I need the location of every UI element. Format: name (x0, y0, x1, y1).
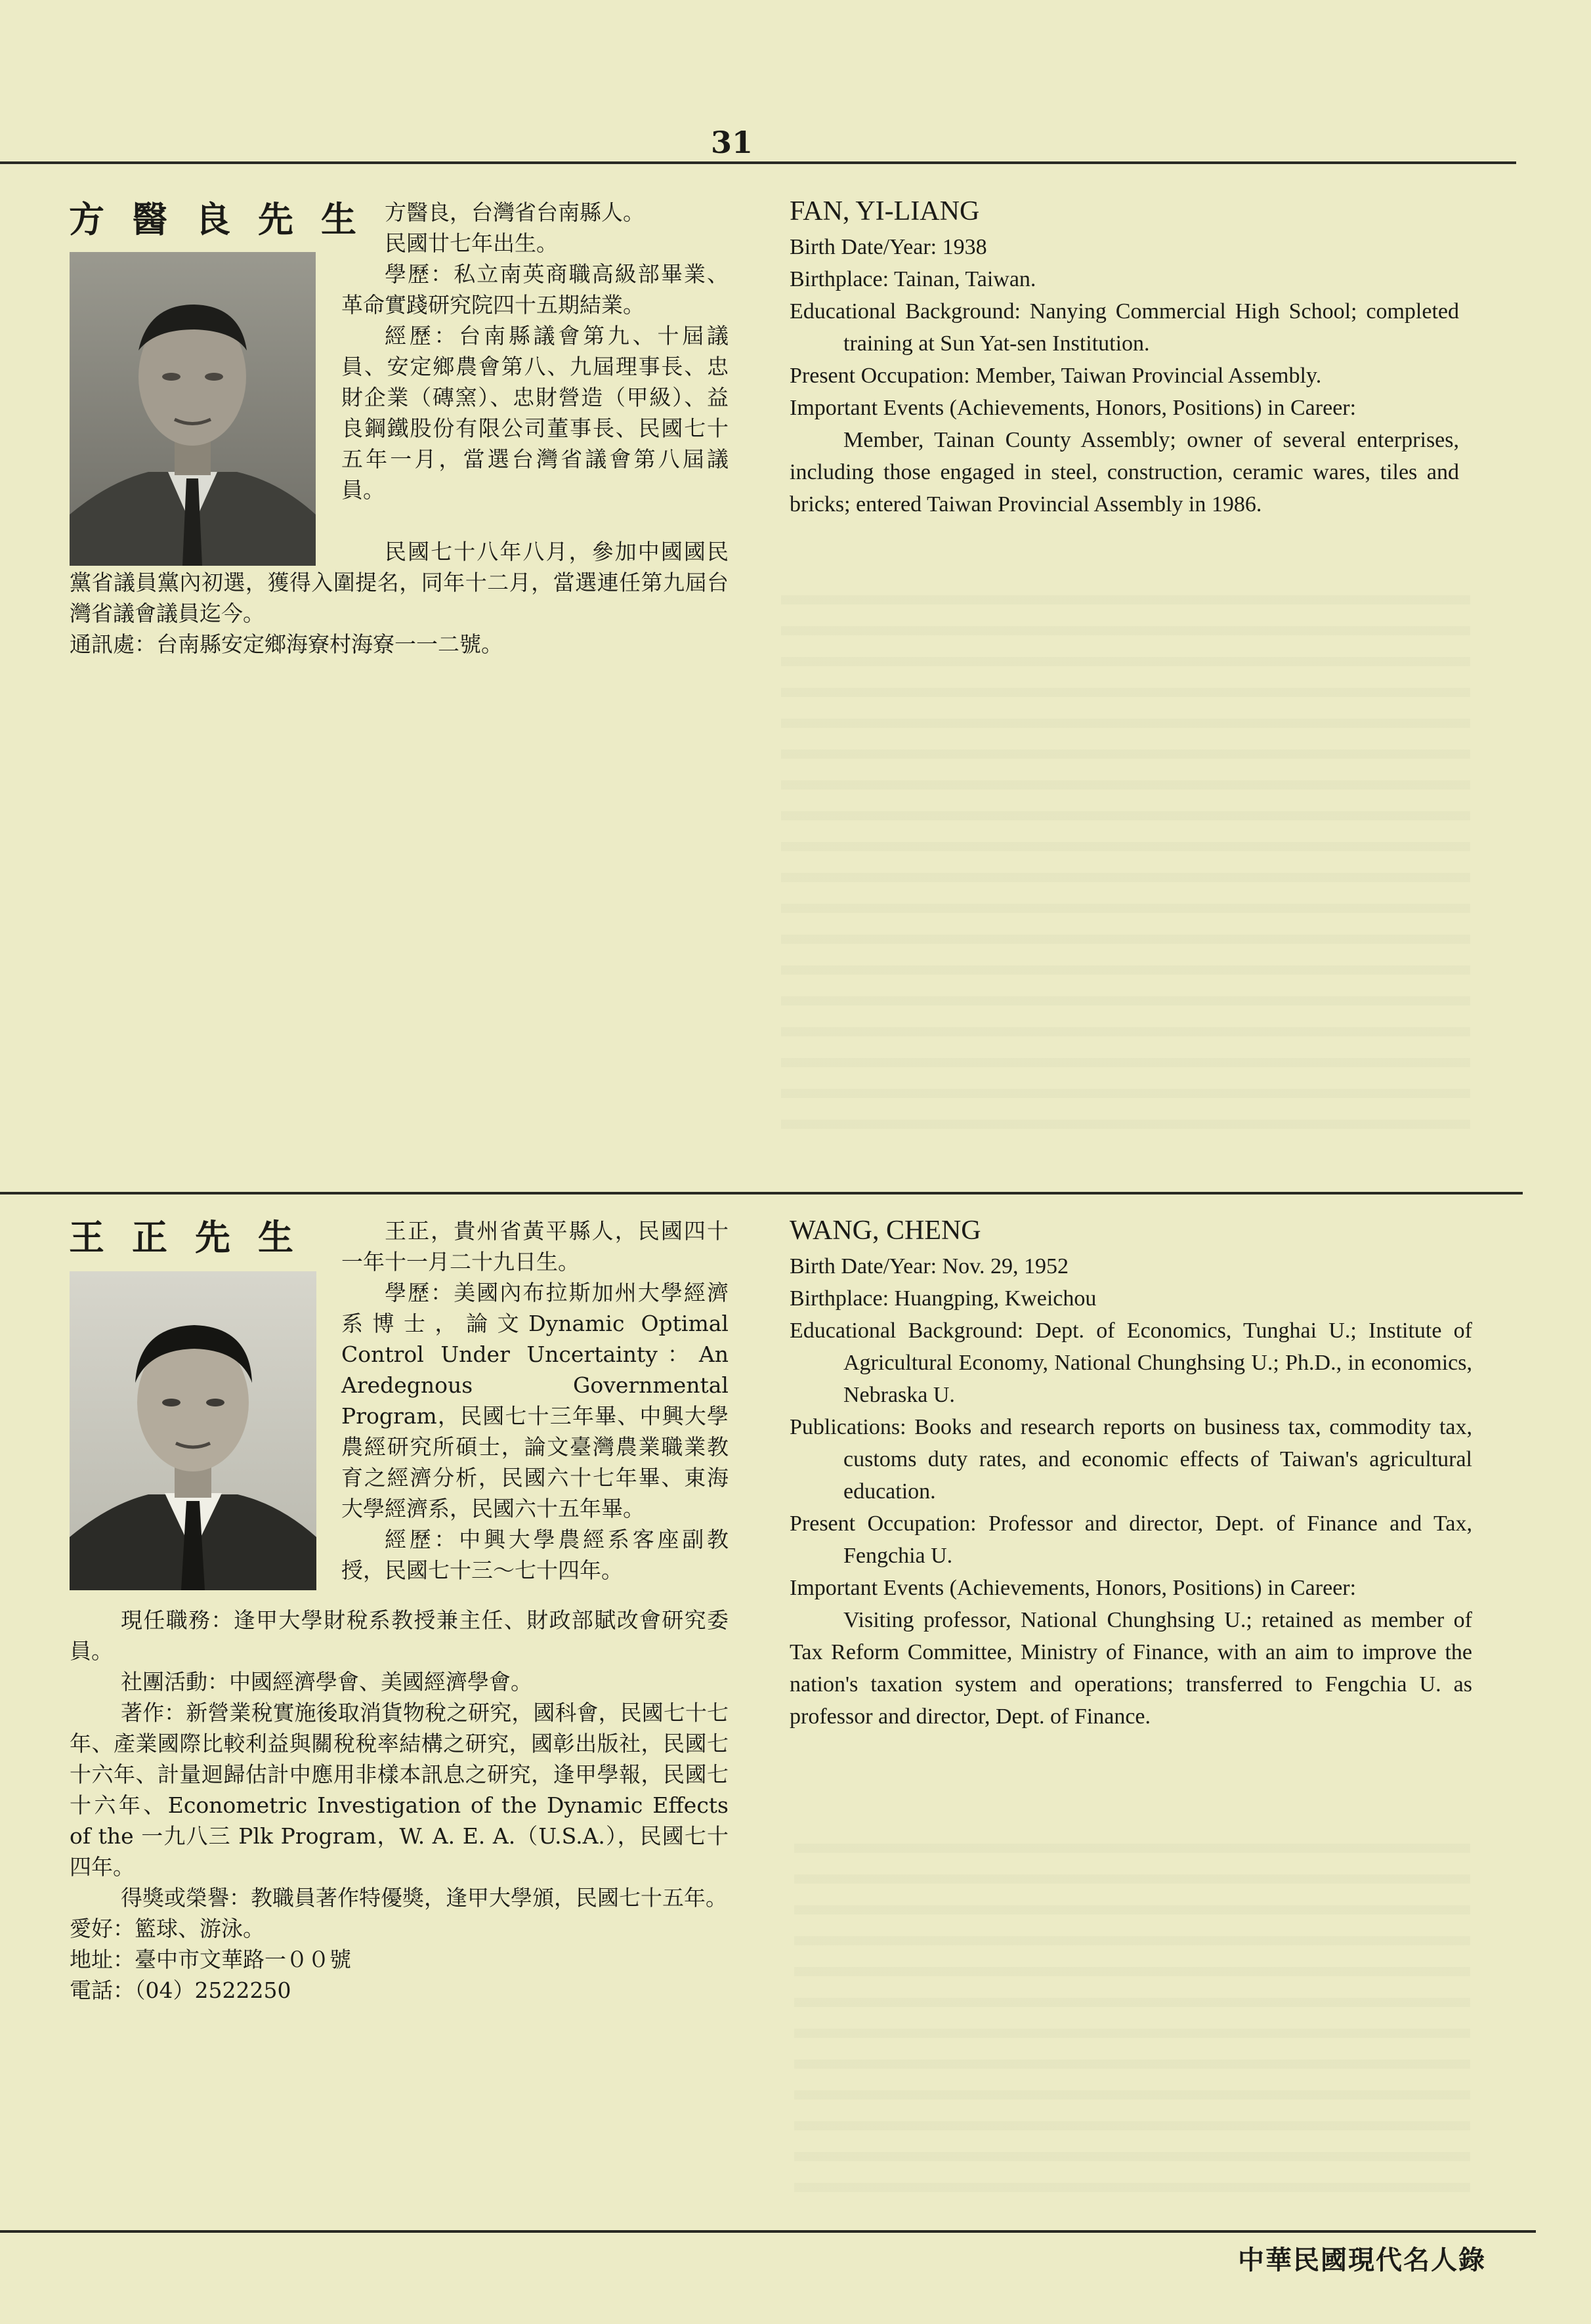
entry-name-zh: 方醫良先生 (69, 198, 384, 240)
entry-name-en: FAN, YI-LIANG (790, 196, 980, 226)
bio-line: 民國廿七年出生。 (385, 230, 558, 256)
portrait-image (70, 1271, 316, 1590)
bio-en-line: Birthplace: Huangping, Kweichou (790, 1286, 1097, 1311)
bottom-rule (0, 2230, 1536, 2233)
bio-line: 民國七十八年八月，參加中國國民黨省議員黨內初選，獲得入圍提名，同年十二月，當選連任第九屆台灣省議會議員迄今。 (70, 539, 729, 626)
bio-en-line: Birthplace: Tainan, Taiwan. (790, 267, 1036, 291)
bio-line: 愛好：籃球、游泳。 (70, 1916, 265, 1941)
bio-zh-full (70, 1605, 729, 2006)
bleed-through-shading (781, 591, 1470, 1129)
book-title-footer: 中華民國現代名人錄 (1238, 2245, 1486, 2275)
bio-line: 經歷：中興大學農經系客座副教授，民國七十三～七十四年。 (341, 1527, 729, 1583)
bio-en-line: Educational Background: Nanying Commercial High School; completed training at Sun Yat-sen Institution. (790, 299, 1459, 356)
bio-line: 學歷：私立南英商職高級部畢業、革命實踐研究院四十五期結業。 (341, 261, 729, 318)
bio-en-line: Important Events (Achievements, Honors, Positions) in Career: (790, 396, 1357, 420)
bio-en (790, 1214, 1472, 1733)
page-number: 31 (710, 125, 753, 160)
bio-en-line: Birth Date/Year: 1938 (790, 235, 987, 259)
bio-line: 著作：新營業稅實施後取消貨物稅之研究，國科會，民國七十七年、產業國際比較利益與關稅稅率結構之研究，國彰出版社，民國七十六年、計量迴歸估計中應用非樣本訊息之研究，逢甲學報，民國七十六年、Econometric Investigation of the Dynamic Effects of the 一九八三 Plk Program，W. A. E. A.（U.S.A.），民國七十四年。 (70, 1700, 729, 1880)
bio-line: 電話：（04）2522250 (70, 1977, 291, 2003)
middle-rule (0, 1192, 1523, 1194)
entry-name-zh: 王正先生 (69, 1216, 321, 1258)
bio-line: 現任職務：逢甲大學財稅系教授兼主任、財政部賦改會研究委員。 (70, 1607, 729, 1664)
bio-line: 方醫良，台灣省台南縣人。 (385, 200, 645, 225)
bio-en-line: Publications: Books and research reports on business tax, commodity tax, customs duty rates, and economic effects of Taiwan's agricultural education. (790, 1415, 1472, 1504)
bleed-through-shading (794, 1825, 1470, 2192)
bio-en (790, 194, 1459, 520)
portrait-photo (70, 252, 316, 566)
bio-en-line: Member, Tainan County Assembly; owner of several enterprises, including those engaged in steel, construction, ceramic wares, tiles and bricks; entered Taiwan Provincial Assembly in 1986. (790, 428, 1459, 517)
bio-line: 經歷：台南縣議會第九、十屆議員、安定鄉農會第八、九屆理事長、忠財企業（磚窯）、忠財營造（甲級）、益良鋼鐵股份有限公司董事長、民國七十五年一月，當選台灣省議會第八屆議員。 (341, 323, 729, 503)
top-rule (0, 161, 1516, 164)
bio-en-line: Present Occupation: Professor and director, Dept. of Finance and Tax, Fengchia U. (790, 1511, 1472, 1568)
bio-en-line: Educational Background: Dept. of Economics, Tunghai U.; Institute of Agricultural Economy, National Chunghsing U.; Ph.D., in economics, Nebraska U. (790, 1319, 1472, 1407)
bio-zh-side (341, 1215, 729, 1586)
portrait-photo (70, 1271, 316, 1590)
bio-zh-side (341, 197, 729, 505)
bio-line: 學歷：美國內布拉斯加州大學經濟系博士，論文Dynamic Optimal Control Under Uncertainty：An Aredegnous Governmental Program，民國七十三年畢、中興大學農經研究所碩士，論文臺灣農業職業教育之經濟分析，民國六十七年畢、東海大學經濟系，民國六十五年畢。 (341, 1280, 729, 1521)
bio-en-line: Important Events (Achievements, Honors, Positions) in Career: (790, 1576, 1357, 1600)
bio-zh-full (70, 536, 729, 660)
portrait-image (70, 252, 316, 566)
entry-name-en: WANG, CHENG (790, 1215, 981, 1246)
bio-line: 地址：臺中市文華路一００號 (70, 1947, 351, 1972)
bio-en-line: Birth Date/Year: Nov. 29, 1952 (790, 1254, 1069, 1278)
bio-en-line: Present Occupation: Member, Taiwan Provincial Assembly. (790, 364, 1322, 388)
bio-en-line: Visiting professor, National Chunghsing U.; retained as member of Tax Reform Committee, Ministry of Finance, with an aim to improve the nation's taxation system and operations; transferred to Fengchia U. as professor and director, Dept. of Finance. (790, 1608, 1472, 1729)
bio-line: 得獎或榮譽：教職員著作特優獎，逢甲大學頒，民國七十五年。 (121, 1885, 727, 1911)
bio-line: 王正，貴州省黃平縣人，民國四十一年十一月二十九日生。 (341, 1218, 729, 1275)
bio-line: 通訊處：台南縣安定鄉海寮村海寮一一二號。 (70, 631, 503, 657)
bio-line: 社團活動：中國經濟學會、美國經濟學會。 (121, 1669, 532, 1695)
